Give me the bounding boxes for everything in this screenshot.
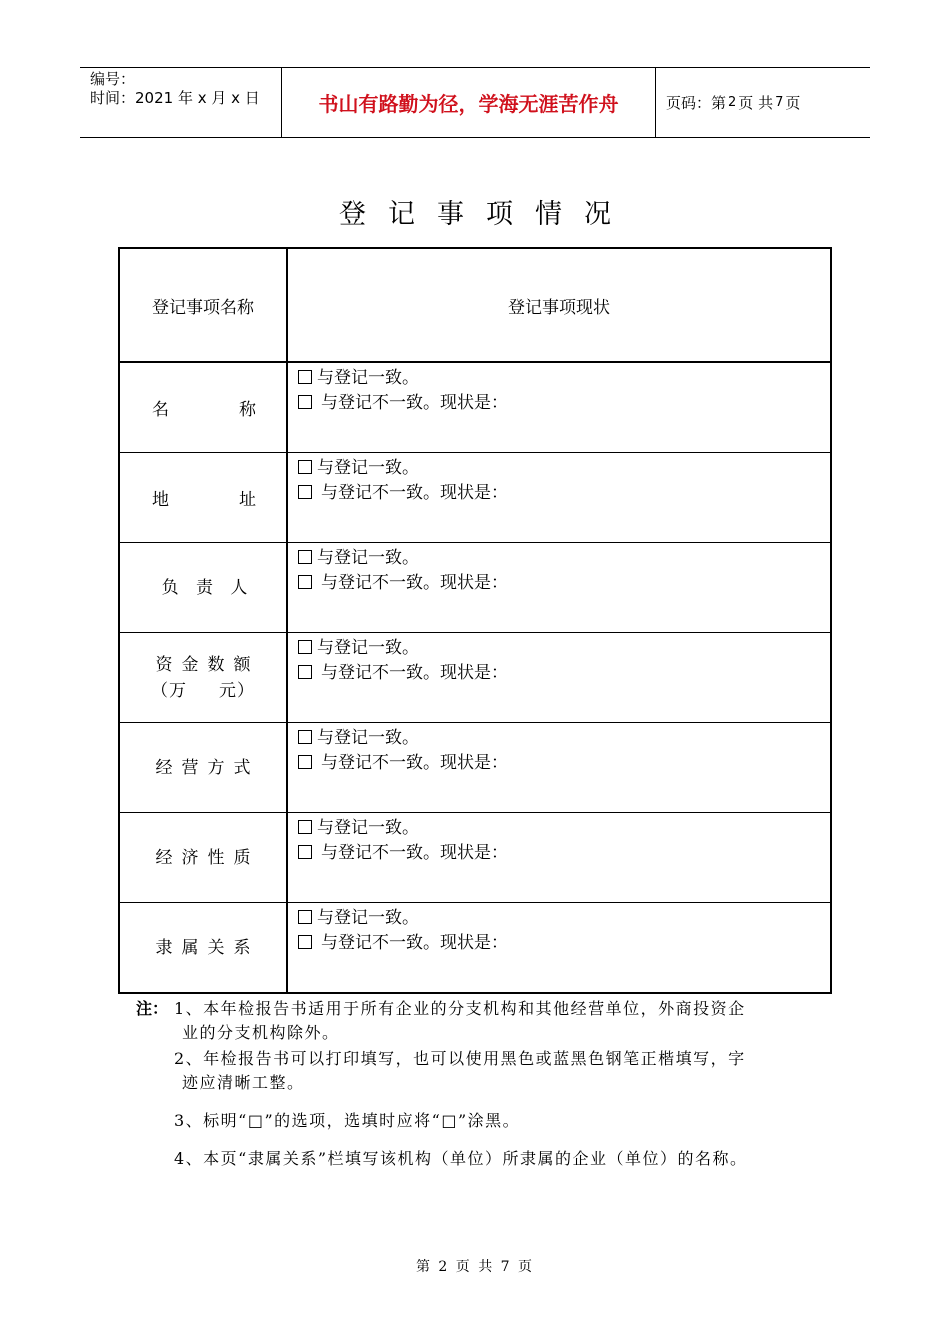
option-diff[interactable]: 与登记不一致。现状是： (288, 661, 830, 686)
item-name: 经济性质 (119, 813, 287, 903)
option-diff[interactable]: 与登记不一致。现状是： (288, 391, 830, 416)
table-header-row (119, 248, 831, 362)
page-middle: 页 共 (738, 94, 774, 112)
document-header (80, 67, 870, 138)
option-same[interactable]: 与登记一致。 (288, 456, 830, 481)
header-page-info (656, 68, 870, 137)
checkbox[interactable] (298, 935, 312, 949)
page-title: 登记事项情况 (339, 199, 633, 230)
item-status (287, 453, 831, 543)
option-same[interactable]: 与登记一致。 (288, 906, 830, 931)
option-diff[interactable]: 与登记不一致。现状是： (288, 481, 830, 506)
checkbox[interactable] (298, 665, 312, 679)
option-diff[interactable]: 与登记不一致。现状是： (288, 841, 830, 866)
checkbox[interactable] (298, 845, 312, 859)
table-row (119, 813, 831, 903)
option-same[interactable]: 与登记一致。 (288, 636, 830, 661)
checkbox[interactable] (298, 755, 312, 769)
item-name: 资金数额 （万 元） (119, 633, 287, 723)
item-status (287, 633, 831, 723)
table-row (119, 633, 831, 723)
item-status (287, 723, 831, 813)
item-name: 经营方式 (119, 723, 287, 813)
item-name: 名 称 (119, 362, 287, 453)
option-same[interactable]: 与登记一致。 (288, 366, 830, 391)
page-suffix: 页 (785, 94, 801, 112)
header-slogan: 书山有路勤为径，学海无涯苦作舟 (282, 68, 656, 137)
checkbox[interactable] (298, 395, 312, 409)
date-label: 时间：2021 年 x 月 x 日 (90, 89, 260, 107)
table-row (119, 723, 831, 813)
item-status (287, 813, 831, 903)
page-prefix: 页码：第 (666, 94, 727, 112)
col2-header: 登记事项现状 (287, 248, 831, 362)
page-total: 7 (775, 95, 784, 110)
option-diff[interactable]: 与登记不一致。现状是： (288, 751, 830, 776)
item-status (287, 362, 831, 453)
table-row (119, 903, 831, 994)
note-item-1: 1、本年检报告书适用于所有企业的分支机构和其他经营单位，外商投资企 业的分支机构除外。 (174, 999, 746, 1042)
registration-table (118, 247, 832, 994)
option-same[interactable]: 与登记一致。 (288, 726, 830, 751)
item-name: 负 责 人 (119, 543, 287, 633)
col1-header: 登记事项名称 (119, 248, 287, 362)
note-item-2: 2、年检报告书可以打印填写，也可以使用黑色或蓝黑色钢笔正楷填写，字 迹应清晰工整。 (174, 1049, 746, 1092)
option-diff[interactable]: 与登记不一致。现状是： (288, 931, 830, 956)
page-footer: 第 2 页 共 7 页 (415, 1259, 535, 1275)
page-current: 2 (728, 95, 737, 110)
header-meta (80, 68, 282, 137)
table-row (119, 543, 831, 633)
option-same[interactable]: 与登记一致。 (288, 816, 830, 841)
option-diff[interactable]: 与登记不一致。现状是： (288, 571, 830, 596)
checkbox[interactable] (298, 730, 312, 744)
checkbox[interactable] (298, 550, 312, 564)
item-status (287, 903, 831, 994)
checkbox[interactable] (298, 640, 312, 654)
item-name: 隶属关系 (119, 903, 287, 994)
notes-label: 注： (136, 999, 169, 1018)
checkbox[interactable] (298, 485, 312, 499)
table-row (119, 362, 831, 453)
checkbox[interactable] (298, 370, 312, 384)
item-status (287, 543, 831, 633)
checkbox[interactable] (298, 910, 312, 924)
number-label: 编号： (90, 70, 136, 88)
note-item-3: 3、标明“□”的选项，选填时应将“□”涂黑。 (174, 1111, 521, 1130)
checkbox[interactable] (298, 820, 312, 834)
option-same[interactable]: 与登记一致。 (288, 546, 830, 571)
table-row (119, 453, 831, 543)
item-name: 地 址 (119, 453, 287, 543)
checkbox[interactable] (298, 460, 312, 474)
note-item-4: 4、本页“隶属关系”栏填写该机构（单位）所隶属的企业（单位）的名称。 (174, 1149, 748, 1168)
checkbox[interactable] (298, 575, 312, 589)
